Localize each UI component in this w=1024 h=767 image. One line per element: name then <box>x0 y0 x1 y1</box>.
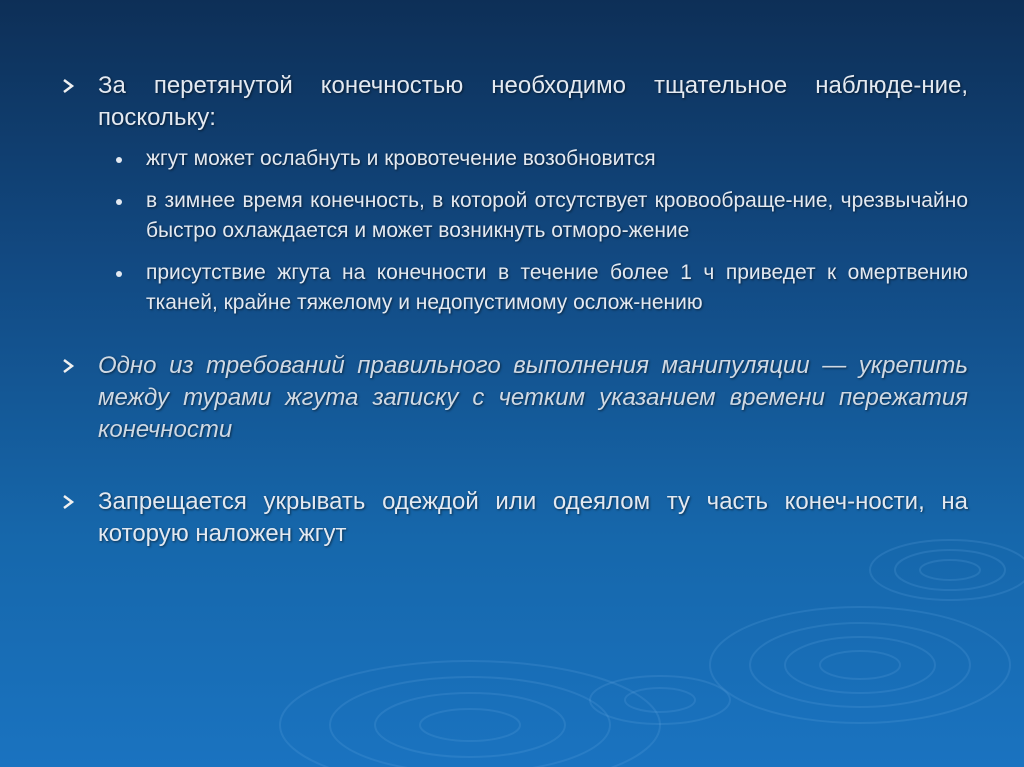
slide-content <box>60 70 968 550</box>
sub-bullet-text: в зимнее время конечность, в которой отсутствует кровообраще-ние, чрезвычайно быстро охлаждается и может возникнуть отморо-жение <box>146 189 968 242</box>
sub-bullet-text: жгут может ослабнуть и кровотечение возобновится <box>146 147 656 170</box>
dot-bullet-icon <box>116 157 122 163</box>
sub-bullet-list <box>98 144 968 318</box>
sub-bullet-item <box>98 258 968 318</box>
sub-bullet-item <box>98 186 968 246</box>
bullet-text: Запрещается укрывать одеждой или одеялом ту часть конеч-ности, на которую наложен жгут <box>98 488 968 547</box>
sub-bullet-item <box>98 144 968 174</box>
dot-bullet-icon <box>116 271 122 277</box>
arrow-bullet-icon <box>62 78 76 94</box>
arrow-bullet-icon <box>62 494 76 510</box>
sub-bullet-text: присутствие жгута на конечности в течение более 1 ч приведет к омертвению тканей, крайне тяжелому и недопустимому ослож-нению <box>146 261 968 314</box>
bullet-observation <box>60 70 968 318</box>
dot-bullet-icon <box>116 199 122 205</box>
arrow-bullet-icon <box>62 358 76 374</box>
bullet-text: За перетянутой конечностью необходимо тщательное наблюде-ние, поскольку: <box>98 72 968 131</box>
bullet-requirement <box>60 350 968 446</box>
bullet-prohibition <box>60 486 968 550</box>
bullet-text: Одно из требований правильного выполнения манипуляции — укрепить между турами жгута записку с четким указанием времени пережатия конечности <box>98 352 968 443</box>
